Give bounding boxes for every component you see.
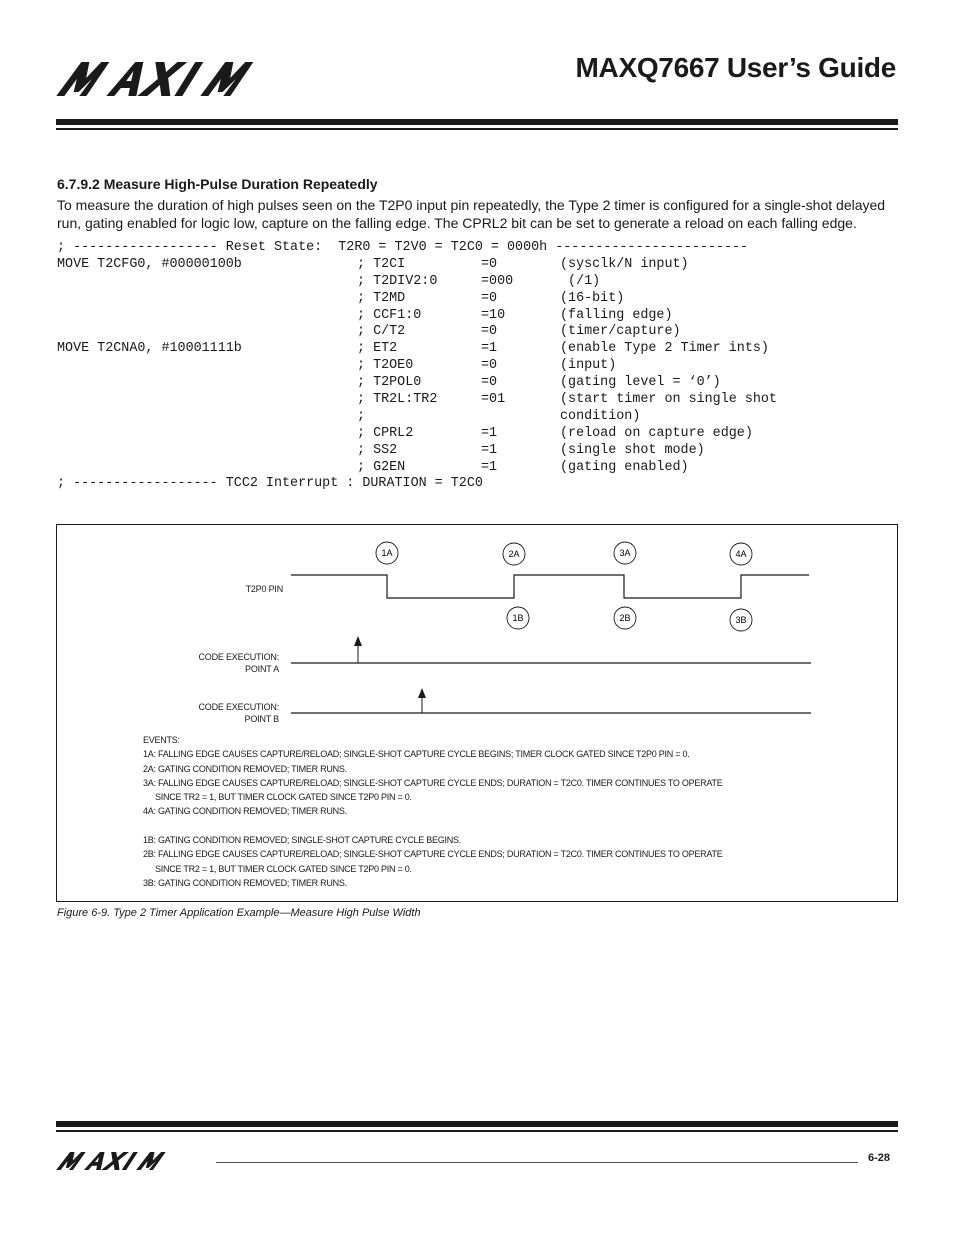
code-comment: (gating enabled) [560, 459, 689, 475]
code-value: =01 [481, 392, 506, 408]
marker-1b [507, 607, 529, 629]
event-2a: 2A: GATING CONDITION REMOVED; TIMER RUNS. [143, 763, 347, 774]
svg-text:2B: 2B [619, 613, 631, 623]
event-3a-cont: SINCE TR2 = 1, BUT TIMER CLOCK GATED SINCE T2P0 PIN = 0. [155, 792, 412, 803]
code-line [57, 375, 899, 392]
code-exec-b-label [119, 701, 279, 725]
code-value: =1 [481, 442, 498, 458]
code-register: ; T2CI [357, 256, 406, 272]
code-exec-b-label-line1: CODE EXECUTION: [198, 702, 279, 712]
footer-rule-thin [56, 1130, 898, 1132]
code-value: =1 [481, 425, 498, 441]
code-comment: (/1) [560, 273, 601, 289]
footer-rule [216, 1162, 858, 1163]
svg-text:2A: 2A [508, 549, 520, 559]
marker-3b [730, 609, 752, 631]
code-value: =000 [481, 273, 514, 289]
code-value: =0 [481, 290, 498, 306]
code-line [57, 358, 899, 375]
code-value: =0 [481, 256, 498, 272]
code-exec-a-arrow [354, 636, 362, 663]
code-register: ; C/T2 [357, 324, 406, 340]
code-comment: (sysclk/N input) [560, 256, 689, 272]
code-register: ; TR2L:TR2 [357, 392, 438, 408]
event-1a: 1A: FALLING EDGE CAUSES CAPTURE/RELOAD; SINGLE-SHOT CAPTURE CYCLE BEGINS; TIMER CLOCK GATED SINCE T2P0 PIN = 0. [143, 749, 690, 760]
code-listing [57, 240, 899, 493]
code-register: ; T2POL0 [357, 375, 422, 391]
code-line-text: ; ------------------ TCC2 Interrupt : DURATION = T2C0 [57, 476, 483, 492]
code-value: =1 [481, 459, 498, 475]
code-exec-a-label [119, 651, 279, 675]
section-intro: To measure the duration of high pulses seen on the T2P0 input pin repeatedly, the Type 2 timer is configured for a single-shot delayed run, gating enabled for logic low, capture on the falling edge. The CPRL2 bit can be set to generate a reload on each falling edge. [57, 197, 886, 231]
section-heading: 6.7.9.2 Measure High-Pulse Duration Repeatedly [57, 176, 378, 192]
event-2b: 2B: FALLING EDGE CAUSES CAPTURE/RELOAD; SINGLE-SHOT CAPTURE CYCLE ENDS; DURATION = T2C0. TIMER CONTINUES TO OPERATE [143, 849, 723, 860]
code-exec-b-arrow [418, 688, 426, 713]
code-comment: (start timer on single shot [560, 392, 777, 408]
document-title: MAXQ7667 User’s Guide [575, 52, 896, 83]
t2p0-waveform [291, 575, 809, 598]
code-comment: (input) [560, 358, 617, 374]
code-comment: (gating level = ‘0’) [560, 375, 721, 391]
code-register: ; SS2 [357, 442, 398, 458]
marker-2b [614, 607, 636, 629]
code-value: =0 [481, 375, 498, 391]
code-value: =1 [481, 341, 498, 357]
figure-timing-diagram [56, 524, 898, 902]
event-3a: 3A: FALLING EDGE CAUSES CAPTURE/RELOAD; SINGLE-SHOT CAPTURE CYCLE ENDS; DURATION = T2C0. TIMER CONTINUES TO OPERATE [143, 777, 723, 788]
event-2b-cont: SINCE TR2 = 1, BUT TIMER CLOCK GATED SINCE T2P0 PIN = 0. [155, 863, 412, 874]
code-comment: (16-bit) [560, 290, 625, 306]
figure-caption: Figure 6-9. Type 2 Timer Application Example—Measure High Pulse Width [57, 907, 421, 919]
code-comment: condition) [560, 408, 641, 424]
code-comment: (reload on capture edge) [560, 425, 753, 441]
code-comment: (timer/capture) [560, 324, 681, 340]
code-register: ; CCF1:0 [357, 307, 422, 323]
code-line [57, 460, 899, 477]
code-line [57, 240, 899, 257]
code-line [57, 257, 899, 274]
code-line [57, 443, 899, 460]
code-register: ; CPRL2 [357, 425, 414, 441]
t2p0-pin-label: T2P0 PIN [245, 584, 283, 594]
svg-text:3A: 3A [619, 548, 631, 558]
svg-text:1B: 1B [512, 613, 524, 623]
code-line [57, 291, 899, 308]
code-line [57, 308, 899, 325]
code-instruction: MOVE T2CFG0, #00000100b [57, 256, 242, 272]
code-line [57, 476, 899, 493]
svg-text:1A: 1A [381, 548, 393, 558]
code-value: =10 [481, 307, 506, 323]
code-line [57, 409, 899, 426]
code-comment: (falling edge) [560, 307, 673, 323]
marker-3a [614, 542, 636, 564]
code-comment: (single shot mode) [560, 442, 705, 458]
code-register: ; T2DIV2:0 [357, 273, 438, 289]
page-number: 6-28 [868, 1152, 891, 1164]
code-value: =0 [481, 324, 498, 340]
code-value: =0 [481, 358, 498, 374]
header-rule-thin [56, 128, 898, 130]
code-register: ; T2MD [357, 290, 406, 306]
code-line [57, 274, 899, 291]
maxim-logo-footer [56, 1151, 206, 1171]
maxim-logo-header [56, 60, 326, 98]
code-instruction: MOVE T2CNA0, #10001111b [57, 341, 242, 357]
code-line [57, 324, 899, 341]
event-1b: 1B: GATING CONDITION REMOVED; SINGLE-SHOT CAPTURE CYCLE BEGINS. [143, 835, 461, 846]
code-line [57, 341, 899, 358]
event-4a: 4A: GATING CONDITION REMOVED; TIMER RUNS. [143, 806, 347, 817]
header-rule-thick [56, 119, 898, 125]
code-line [57, 392, 899, 409]
code-register: ; [357, 408, 366, 424]
code-exec-b-label-line2: POINT B [244, 714, 279, 724]
marker-2a [503, 543, 525, 565]
code-exec-a-label-line1: CODE EXECUTION: [198, 652, 279, 662]
footer-rule-thick [56, 1121, 898, 1127]
events-list [143, 733, 722, 890]
code-comment: (enable Type 2 Timer ints) [560, 341, 769, 357]
svg-text:4A: 4A [735, 549, 747, 559]
event-3b: 3B: GATING CONDITION REMOVED; TIMER RUNS. [143, 877, 347, 888]
code-line [57, 426, 899, 443]
code-exec-a-label-line2: POINT A [245, 664, 279, 674]
svg-text:3B: 3B [735, 615, 747, 625]
events-title: EVENTS: [143, 735, 180, 745]
code-register: ; ET2 [357, 341, 398, 357]
code-register: ; G2EN [357, 459, 406, 475]
marker-1a [376, 542, 398, 564]
code-register: ; T2OE0 [357, 358, 414, 374]
code-line-text: ; ------------------ Reset State: T2R0 = T2V0 = T2C0 = 0000h ------------------------ [57, 240, 749, 255]
marker-4a [730, 543, 752, 565]
